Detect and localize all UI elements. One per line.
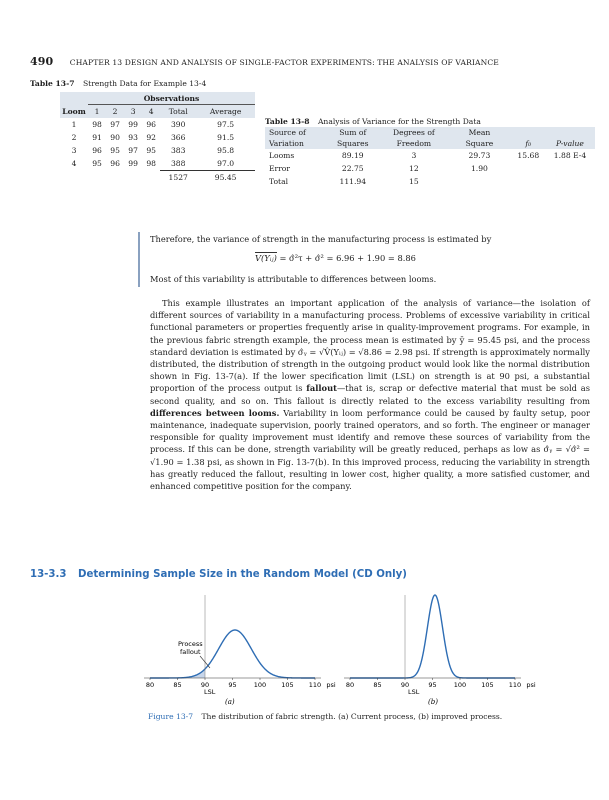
table-row — [265, 175, 595, 188]
col-header: 2 — [112, 107, 118, 116]
cell: 96 — [110, 159, 120, 169]
table-13-8-caption — [265, 117, 481, 126]
cell: 99 — [128, 120, 138, 129]
cell: Looms — [269, 151, 295, 160]
x-tick-label: 90 — [200, 681, 210, 689]
cell: 98 — [146, 159, 156, 169]
cell: 4 — [71, 159, 77, 169]
lsl-label-a: LSL — [204, 688, 216, 696]
table-13-7 — [60, 92, 255, 183]
cell: 366 — [170, 133, 186, 142]
distribution-curve — [350, 595, 515, 678]
section-title: Determining Sample Size in the Random Model (CD Only) — [78, 569, 407, 580]
col-header: 1 — [94, 107, 100, 116]
x-unit-label: psi — [326, 681, 336, 689]
panel-a-label: (a) — [225, 698, 235, 706]
col-header: Source of — [269, 128, 306, 137]
table-row — [60, 131, 255, 144]
x-tick-label: 95 — [228, 681, 237, 689]
x-tick-label: 105 — [481, 681, 494, 689]
cell: 95 — [110, 146, 120, 155]
cell: 388 — [170, 159, 186, 168]
x-tick-label: 80 — [145, 681, 155, 689]
fallout-label-2: fallout — [180, 648, 201, 656]
table-13-8-header-row — [265, 127, 595, 138]
cell: 89.19 — [341, 151, 364, 160]
cell: 22.75 — [341, 164, 364, 173]
col-header: Degrees of — [392, 128, 435, 137]
grand-total: 1527 — [160, 171, 196, 184]
distribution-curve — [150, 630, 315, 678]
table-row — [265, 162, 595, 175]
cell — [447, 175, 511, 188]
col-header: P-value — [556, 139, 584, 148]
panel-a-chart — [144, 595, 336, 689]
col-header: Squares — [337, 139, 369, 148]
cell: 96 — [146, 120, 156, 129]
fallout-area — [150, 669, 205, 678]
cell: 90 — [110, 133, 120, 142]
margin-rule — [138, 232, 140, 287]
cell: 91.5 — [217, 133, 235, 142]
cell: 111.94 — [339, 177, 367, 186]
table-13-8-header-row-2 — [265, 138, 595, 149]
cell: 98 — [92, 120, 102, 129]
table-row — [60, 144, 255, 157]
col-header: 4 — [148, 107, 154, 116]
cell: 97 — [110, 120, 120, 129]
x-tick-label: 110 — [508, 681, 522, 689]
grand-average: 95.45 — [196, 171, 255, 184]
table-13-7-header-row — [60, 105, 255, 119]
cell — [545, 162, 595, 175]
x-tick-label: 100 — [453, 681, 467, 689]
col-header: Mean — [468, 128, 491, 137]
col-header: f₀ — [525, 139, 532, 148]
table-13-7-label: Table 13-7 — [30, 79, 75, 88]
panel-b-label: (b) — [428, 698, 438, 706]
cell: 93 — [128, 133, 138, 142]
col-header: Total — [168, 107, 188, 116]
table-13-8 — [265, 127, 595, 188]
table-row — [60, 157, 255, 171]
cell: Error — [269, 164, 291, 173]
running-head — [30, 55, 590, 68]
equation-lhs: V(Yᵢⱼ) — [255, 253, 277, 263]
cell: 15 — [409, 177, 419, 186]
cell: 383 — [170, 146, 186, 155]
cell: 3 — [411, 151, 417, 160]
col-header: Loom — [62, 106, 86, 116]
observations-header: Observations — [88, 92, 255, 105]
cell: 1.90 — [470, 164, 488, 173]
x-tick-label: 80 — [345, 681, 355, 689]
col-header: 3 — [130, 107, 136, 116]
table-13-8-caption-text: Analysis of Variance for the Strength Data — [317, 117, 481, 126]
cell: 97 — [128, 146, 138, 155]
cell — [512, 175, 545, 188]
cell: Total — [269, 177, 289, 186]
panel-b-chart — [344, 595, 536, 689]
col-header: Square — [465, 139, 494, 148]
figure-caption-text: The distribution of fabric strength. (a) Current process, (b) improved process. — [201, 712, 503, 721]
body-paragraph — [150, 297, 590, 492]
variance-equation — [255, 253, 416, 263]
col-header — [545, 127, 595, 138]
cell: 91 — [92, 133, 102, 142]
x-tick-label: 105 — [281, 681, 294, 689]
cell: 95 — [146, 146, 156, 155]
cell: 29.73 — [468, 151, 491, 160]
cell: 1 — [71, 120, 77, 129]
cell: 97.0 — [217, 159, 235, 168]
cell: 3 — [71, 146, 77, 155]
fallout-term: fallout — [306, 383, 337, 394]
chapter-title: CHAPTER 13 DESIGN AND ANALYSIS OF SINGLE-FACTOR EXPERIMENTS: THE ANALYSIS OF VARIANCE — [69, 58, 499, 67]
table-13-7-caption — [30, 79, 206, 88]
table-row — [265, 149, 595, 162]
body-text-3: Variability in loom performance could be caused by faulty setup, poor maintenance, inadequate supervision, poorly trained operators, and so forth. The engineer or manager responsible for quality improvement must identify and remove these sources of variability from the process. If this can be done, strength variability will be greatly reduced, perhaps as low as σ̂ᵧ = √σ̂² = √1.90 = 1.38 psi, as shown in Fig. 13-7(b). In this improved process, reducing the variability in strength has greatly reduced the fallout, resulting in lower cost, higher quality, a more satisfied customer, and enhanced competitive position for the company. — [150, 407, 590, 492]
cell: 15.68 — [517, 151, 540, 160]
x-tick-label: 85 — [173, 681, 182, 689]
col-header: Variation — [269, 139, 304, 148]
cell — [545, 175, 595, 188]
body-text-1: This example illustrates an important application of the analysis of variance—the isolation of different sources of variability in a manufacturing process. Problems of excessive variability in critical functional parameters or properties frequently arise in quality-improvement programs. For example, in the previous fabric strength example, the process mean is estimated by ȳ = 95.45 psi, and the process standard deviation is estimated by σ̂ᵧ = √V̂(Yᵢⱼ) = √8.86 = 2.98 psi. If strength is approximately normally distributed, the distribution of strength in the outgoing product would look like the normal distribution shown in Fig. 13-7(a). If the lower specification limit (LSL) on strength is at 90 psi, a substantial proportion of the process output is — [150, 298, 590, 394]
table-row — [60, 118, 255, 131]
x-tick-label: 85 — [373, 681, 382, 689]
cell: 95.8 — [217, 146, 235, 155]
cell: 2 — [71, 133, 77, 142]
x-tick-label: 90 — [400, 681, 410, 689]
cell: 390 — [170, 120, 186, 129]
section-heading — [30, 569, 407, 580]
cell: 92 — [146, 133, 156, 142]
cell: 1.88 E-4 — [553, 151, 587, 160]
cell: 95 — [92, 159, 102, 169]
cell: 96 — [92, 146, 102, 155]
table-total-row — [60, 171, 255, 184]
col-header: Average — [209, 107, 242, 116]
figure-caption — [148, 712, 502, 721]
estimate-conclusion: Most of this variability is attributable to differences between looms. — [150, 274, 437, 284]
x-unit-label: psi — [526, 681, 536, 689]
col-header: Freedom — [396, 139, 432, 148]
page-number: 490 — [30, 55, 54, 68]
figure-13-7 — [140, 590, 600, 710]
section-number: 13-3.3 — [30, 569, 67, 580]
cell: 99 — [128, 159, 138, 169]
figure-label: Figure 13-7 — [148, 712, 194, 721]
cell: 97.5 — [217, 120, 235, 129]
cell — [512, 162, 545, 175]
table-13-8-label: Table 13-8 — [265, 117, 310, 126]
lsl-label-b: LSL — [408, 688, 420, 696]
cell: 12 — [409, 164, 419, 173]
col-header — [512, 127, 545, 138]
fallout-label-1: Process — [178, 640, 203, 648]
estimate-intro: Therefore, the variance of strength in the manufacturing process is estimated by — [150, 234, 492, 244]
body-text-2: —that is, scrap or defective material that must be sold as second quality, and so on. This fallout is directly related to the excess variability resulting from — [150, 383, 590, 406]
x-tick-label: 100 — [253, 681, 267, 689]
x-tick-label: 110 — [308, 681, 322, 689]
looms-term: differences between looms. — [150, 407, 280, 418]
table-13-7-caption-text: Strength Data for Example 13-4 — [82, 79, 207, 88]
x-tick-label: 95 — [428, 681, 437, 689]
col-header: Sum of — [339, 128, 367, 137]
equation-rhs: = σ̂²τ + σ̂² = 6.96 + 1.90 = 8.86 — [279, 253, 416, 263]
